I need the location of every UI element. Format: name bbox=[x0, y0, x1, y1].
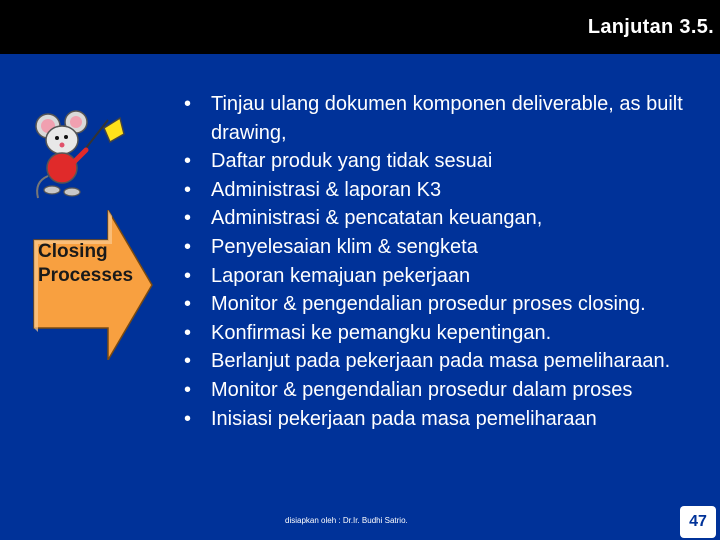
list-item: • Penyelesaian klim & sengketa bbox=[184, 233, 704, 262]
list-item: • Laporan kemajuan pekerjaan bbox=[184, 262, 704, 291]
list-item: • Monitor & pengendalian prosedur dalam proses bbox=[184, 376, 704, 405]
closing-processes-panel bbox=[14, 90, 154, 370]
mouse-with-flag-icon bbox=[24, 98, 134, 208]
list-item: • Konfirmasi ke pemangku kepentingan. bbox=[184, 319, 704, 348]
title-bar bbox=[0, 0, 720, 54]
list-item: • Inisiasi pekerjaan pada masa pemeliharaan bbox=[184, 405, 704, 434]
arrow-label-line2: Processes bbox=[38, 265, 134, 286]
page-number: 47 bbox=[680, 506, 716, 538]
list-item: • Administrasi & pencatatan keuangan, bbox=[184, 204, 704, 233]
list-item: • Monitor & pengendalian prosedur proses closing. bbox=[184, 290, 704, 319]
list-item: • Administrasi & laporan K3 bbox=[184, 176, 704, 205]
list-item: • Berlanjut pada pekerjaan pada masa pemeliharaan. bbox=[184, 347, 704, 376]
bullet-list bbox=[184, 90, 704, 433]
author-credit: disiapkan oleh : Dr.Ir. Budhi Satrio. bbox=[285, 516, 408, 525]
arrow-label bbox=[38, 240, 134, 288]
slide-title: Lanjutan 3.5. bbox=[587, 16, 714, 38]
list-item: • Daftar produk yang tidak sesuai bbox=[184, 147, 704, 176]
arrow-label-line1: Closing bbox=[38, 241, 108, 262]
list-item: • Tinjau ulang dokumen komponen deliverable, as built drawing, bbox=[184, 90, 704, 147]
